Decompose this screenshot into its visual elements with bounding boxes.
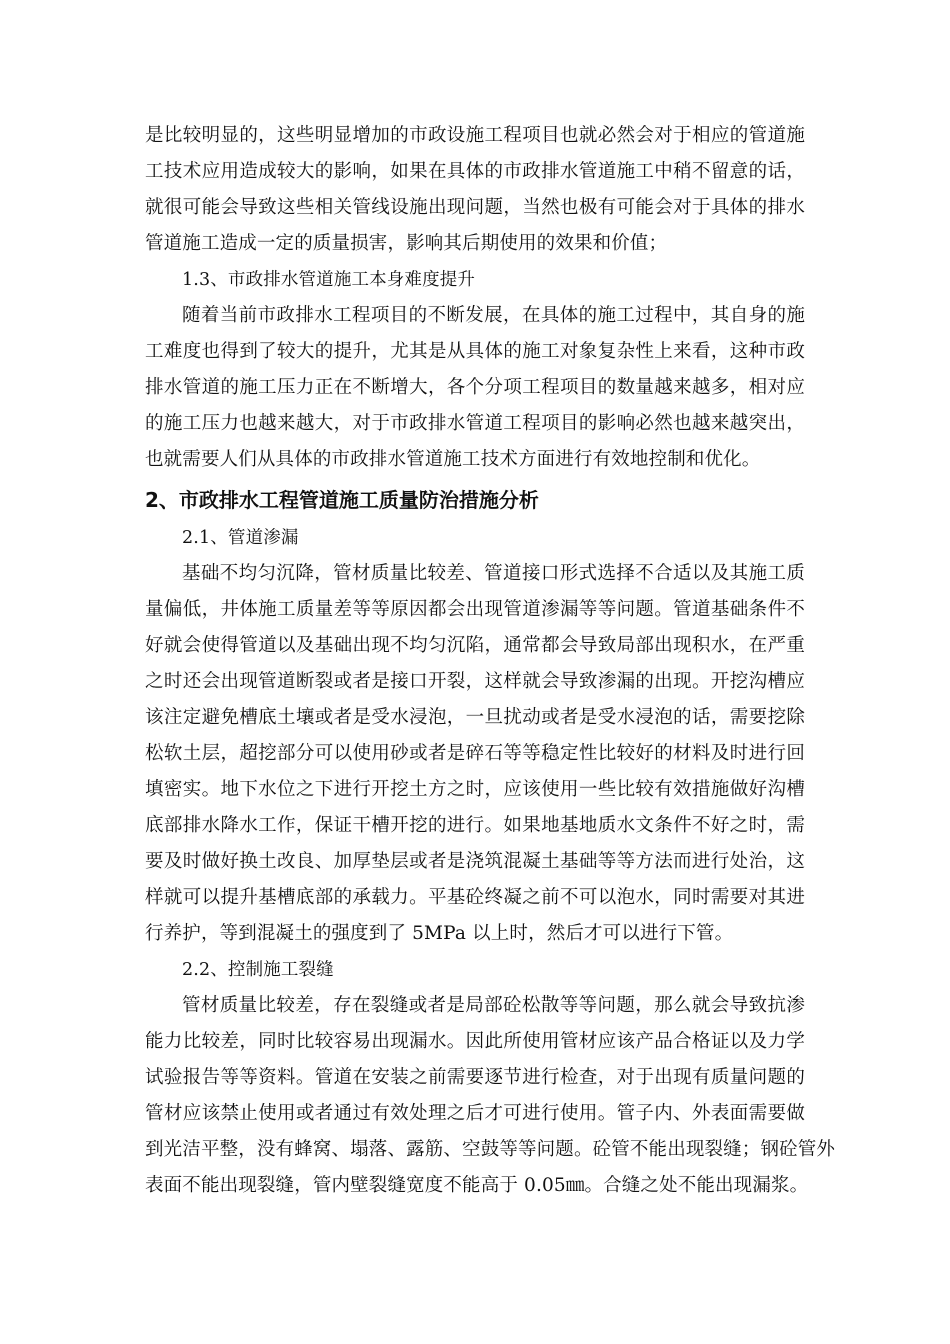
subsection-heading-1-3: 1.3、市政排水管道施工本身难度提升 (182, 270, 476, 290)
text-line: 好就会使得管道以及基础出现不均匀沉陷，通常都会导致局部出现积水，在严重 (145, 635, 805, 656)
text-line: 管材质量比较差，存在裂缝或者是局部砼松散等等问题，那么就会导致抗渗 (182, 995, 805, 1016)
text-line: 基础不均匀沉降，管材质量比较差、管道接口形式选择不合适以及其施工质 (182, 563, 805, 584)
text-line: 样就可以提升基槽底部的承载力。平基砼终凝之前不可以泡水，同时需要对其进 (145, 887, 805, 908)
paragraph-1-3 (145, 298, 805, 478)
text-line: 量偏低，井体施工质量差等等原因都会出现管道渗漏等等问题。管道基础条件不 (145, 599, 805, 620)
text-line: 到光洁平整，没有蜂窝、塌落、露筋、空鼓等等问题。砼管不能出现裂缝；钢砼管外 (145, 1139, 836, 1160)
text-line: 的施工压力也越来越大，对于市政排水管道工程项目的影响必然也越来越突出， (145, 413, 805, 434)
text-line: 行养护，等到混凝土的强度到了 5MPa 以上时，然后才可以进行下管。 (145, 923, 734, 944)
text-line: 也就需要人们从具体的市政排水管道施工技术方面进行有效地控制和优化。 (145, 449, 761, 470)
text-line: 管材应该禁止使用或者通过有效处理之后才可进行使用。管子内、外表面需要做 (145, 1103, 805, 1124)
text-line: 能力比较差，同时比较容易出现漏水。因此所使用管材应该产品合格证以及力学 (145, 1031, 805, 1052)
subsection-heading-2-2: 2.2、控制施工裂缝 (182, 960, 334, 980)
text-line: 要及时做好换土改良、加厚垫层或者是浇筑混凝土基础等等方法而进行处治，这 (145, 851, 805, 872)
text-line: 管道施工造成一定的质量损害，影响其后期使用的效果和价值； (145, 233, 668, 254)
text-line: 是比较明显的，这些明显增加的市政设施工程项目也就必然会对于相应的管道施 (145, 125, 805, 146)
text-line: 排水管道的施工压力正在不断增大，各个分项工程项目的数量越来越多，相对应 (145, 377, 805, 398)
text-line: 工难度也得到了较大的提升，尤其是从具体的施工对象复杂性上来看，这种市政 (145, 341, 805, 362)
text-line: 随着当前市政排水工程项目的不断发展，在具体的施工过程中，其自身的施 (182, 305, 805, 326)
paragraph-2-2 (145, 988, 836, 1204)
section-heading-2: 2、市政排水工程管道施工质量防治措施分析 (145, 488, 539, 512)
paragraph-2-1 (145, 556, 805, 952)
text-line: 工技术应用造成较大的影响，如果在具体的市政排水管道施工中稍不留意的话， (145, 161, 805, 182)
text-line: 松软土层，超挖部分可以使用砂或者是碎石等等稳定性比较好的材料及时进行回 (145, 743, 805, 764)
text-line: 就很可能会导致这些相关管线设施出现问题，当然也极有可能会对于具体的排水 (145, 197, 805, 218)
text-line: 底部排水降水工作，保证干槽开挖的进行。如果地基地质水文条件不好之时，需 (145, 815, 805, 836)
text-line: 试验报告等等资料。管道在安装之前需要逐节进行检查，对于出现有质量问题的 (145, 1067, 805, 1088)
text-line: 之时还会出现管道断裂或者是接口开裂，这样就会导致渗漏的出现。开挖沟槽应 (145, 671, 805, 692)
subsection-heading-2-1: 2.1、管道渗漏 (182, 528, 299, 548)
text-line: 填密实。地下水位之下进行开挖土方之时，应该使用一些比较有效措施做好沟槽 (145, 779, 805, 800)
document-page (145, 118, 836, 1204)
text-line: 表面不能出现裂缝，管内壁裂缝宽度不能高于 0.05㎜。合缝之处不能出现漏浆。 (145, 1175, 809, 1196)
paragraph-continuation (145, 118, 805, 262)
text-line: 该注定避免槽底土壤或者是受水浸泡，一旦扰动或者是受水浸泡的话，需要挖除 (145, 707, 805, 728)
